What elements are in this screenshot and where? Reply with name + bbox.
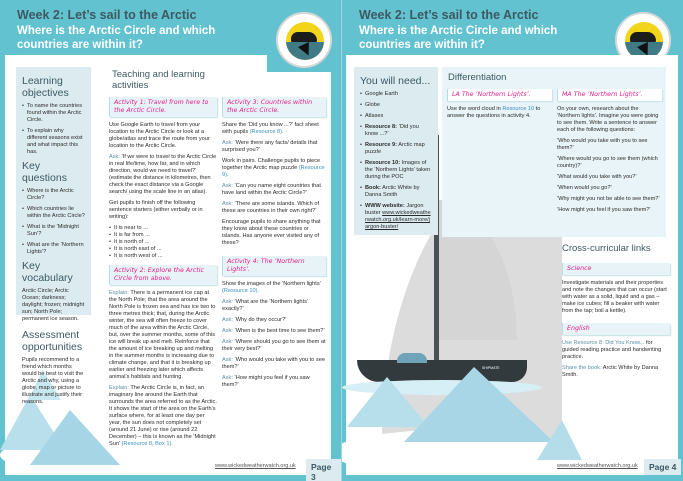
page-4 — [342, 0, 683, 481]
list-item: • It is north east of ... — [109, 246, 217, 253]
list-item: • WWW website: Jargon buster www.wickedweatherwatch.org.uk/learn-more/jargon-buster/ — [360, 203, 432, 231]
ask-paragraph — [222, 201, 326, 215]
ask-paragraph — [222, 299, 326, 313]
list-item: • Resource 10: Images of the ‘Northern Lights’ taken during the POC — [360, 160, 432, 181]
ask-text: ‘Can you name eight countries that have land within the Arctic Circle?’ — [222, 183, 321, 196]
ask-paragraph — [222, 328, 326, 335]
ask-text: ‘What are the ‘Northern lights’ exactly?’ — [222, 299, 308, 312]
activity-3-heading: Activity 3: Countries within the Arctic Circle. — [222, 97, 326, 117]
you-will-need-box — [354, 67, 438, 235]
question: ‘How might you feel if you saw them?’ — [557, 207, 651, 213]
list-item: • It is near to ... — [109, 225, 217, 232]
ask-paragraph — [222, 317, 326, 324]
ask-text: ‘When is the best time to see them?’ — [234, 328, 325, 334]
ask-label: Ask: — [222, 339, 233, 345]
ask-text: ‘Were there any facts/ details that surprised you?’ — [222, 140, 318, 153]
ask-text: ‘There are some islands. Which of these are countries in their own right?’ — [222, 201, 320, 214]
la-column — [447, 89, 552, 124]
paragraph: Use Resource 8: Did You Know... for guided reading practice and handwriting practice. — [562, 340, 662, 360]
resource-ref: (Resource 10). — [222, 288, 259, 294]
list-item: • Globe — [360, 102, 432, 109]
question: ‘Where would you go to see them (which country)?’ — [557, 156, 658, 169]
cross-curricular-title: Cross-curricular links — [562, 243, 651, 254]
paragraph: Share the book: Arctic White by Danna Smith. — [562, 365, 659, 378]
explain-label: Explain: — [109, 385, 129, 391]
list-item: • It is far from ... — [109, 232, 217, 239]
ask-paragraph — [222, 140, 326, 154]
list-item: • Atlases — [360, 113, 432, 120]
question: ‘What would you take with you?’ — [557, 174, 637, 180]
key-vocabulary-title: Key vocabulary — [22, 260, 73, 284]
text: Work in pairs. Challenge pupils to piece together the Arctic map puzzle — [222, 158, 321, 171]
differentiation-title: Differentiation — [448, 72, 507, 83]
list-item: • It is north west of ... — [109, 253, 217, 260]
differentiation-box — [442, 67, 666, 237]
ma-heading: MA The ‘Northern Lights’. — [557, 89, 662, 101]
text: Share the ‘Did you know ...?’ fact sheet with pupils — [222, 122, 319, 135]
explain-paragraph — [109, 290, 217, 381]
cross-curricular-column — [562, 263, 670, 383]
ask-label: Ask: — [222, 328, 233, 334]
paragraph: Get pupils to finish off the following sentence starters (either verbally or in writing): — [109, 200, 203, 220]
teaching-title: Teaching and learning activities — [112, 69, 205, 91]
list-item: • Where is the Arctic Circle? — [22, 188, 85, 202]
explain-paragraph — [109, 385, 217, 448]
list-item: • Which countries lie within the Arctic Circle? — [22, 206, 85, 220]
activity-4-heading: Activity 4: The ‘Northern Lights’. — [222, 256, 326, 276]
paragraph: On your own, research about the ‘Northern lights’. Imagine you were going to see them. Write a sentence to answer each of the following questions: — [557, 106, 659, 133]
jargon-buster-link[interactable]: www.wickedweatherwatch.org.uk/learn-more/jargon-buster/ — [365, 210, 431, 230]
assessment-title: Assessment opportunities — [22, 329, 83, 353]
list-item: • It is north of ... — [109, 239, 217, 246]
paragraph: Encourage pupils to share anything that they know about these countries or islands. Has anyone ever visited any of these? — [222, 219, 321, 246]
list-item: • What are the ‘Northern Lights’? — [22, 242, 85, 256]
key-questions-title: Key questions — [22, 160, 67, 184]
list-item: • Resource 9: Arctic map puzzle — [360, 142, 432, 156]
science-heading: Science — [562, 263, 670, 275]
week-title: Week 2: Let’s sail to the Arctic — [17, 8, 197, 22]
question: ‘Why might you not be able to see them?’ — [557, 196, 660, 202]
ask-text: ‘Who would you take with you to see them?’ — [222, 357, 325, 370]
page-3 — [0, 0, 341, 481]
list-item: • Resource 8: ‘Did you know ...?’ — [360, 124, 432, 138]
list-item: • Google Earth — [360, 91, 432, 98]
learning-objectives-title: Learning objectives — [22, 75, 69, 99]
la-heading: LA The ‘Northern Lights’. — [447, 89, 552, 101]
activity-column-2 — [222, 97, 326, 393]
activity-2-heading: Activity 2: Explore the Arctic Circle from above. — [109, 265, 217, 285]
ask-label: Ask: — [222, 357, 233, 363]
ask-label: Ask: — [222, 299, 233, 305]
assessment-text: Pupils recommend to a friend which months would be best to visit the Arctic and why, using a globe, map or picture to illustrate and justify their reasons. — [22, 357, 84, 405]
ask-paragraph — [222, 339, 326, 353]
ma-column — [557, 89, 662, 218]
ask-paragraph — [109, 154, 217, 196]
ask-text: ‘Why do they occur?’ — [234, 317, 287, 323]
ask-label: Ask: — [109, 154, 120, 160]
list-item: • To name the countries found within the Arctic Circle. — [22, 103, 85, 124]
lesson-question: Where is the Arctic Circle and which countries are within it? — [17, 25, 216, 51]
you-will-need-title: You will need... — [360, 75, 431, 87]
key-vocabulary-text: Arctic Circle; Arctic Ocean; darkness; daylight; frozen; midnight sun; North Pole; permanent ice season. — [22, 288, 85, 322]
resource-ref: (Resource 9). — [222, 165, 325, 178]
resource-ref: (Resource 8, Box 1). — [121, 441, 173, 447]
sentence-starters — [109, 225, 217, 260]
ask-label: Ask: — [222, 201, 233, 207]
paragraph — [222, 281, 326, 295]
paragraph — [222, 122, 326, 136]
paragraph: Use the word cloud in Resource 10 to answer the questions in activity 4. — [447, 106, 541, 119]
ask-paragraph — [222, 357, 326, 371]
paragraph — [222, 158, 326, 179]
ask-paragraph — [222, 375, 326, 389]
materials-list — [360, 91, 432, 231]
cabin — [397, 353, 427, 363]
footer-url-link[interactable]: www.wickedweatherwatch.org.uk — [557, 463, 638, 469]
explain-text: The Arctic Circle is, in fact, an imaginary line around the Earth that surrounds the area referred to as the Arctic. It shows the start of the area on the Earth’s surface where, for at least one day per year, the sun does not completely set (around 21 June) or rise (around 22 December) – this is known as the ‘Midnight Sun’ — [109, 385, 217, 447]
ask-label: Ask: — [222, 317, 233, 323]
polar-bear-logo-icon — [276, 12, 332, 68]
page-number: Page 4 — [644, 459, 681, 475]
week-title: Week 2: Let’s sail to the Arctic — [359, 8, 539, 22]
explain-text: There is a permanent ice cap at the North Pole; that the area around the North Pole is frozen sea and has ice two to three metres thick; that, during the Arctic winter, the sea will often freeze to cover much of the area within the Arctic Circle, but, over the summer months, some of this ice will break up and melt. Reinforce that the amount of ice breaking up and melting in the summer months is increasing due to climate change, and that it is breaking up earlier and freezing later which affects animal’s habitats and hunting. — [109, 290, 216, 380]
ask-label: Ask: — [222, 183, 233, 189]
learning-objectives-list — [22, 103, 85, 156]
question: ‘When would you go?’ — [557, 185, 612, 191]
activity-1-heading: Activity 1: Travel from here to the Arctic Circle. — [109, 97, 217, 117]
resource-ref: (Resource 8). — [249, 129, 284, 135]
page-number: Page 3 — [306, 459, 341, 481]
left-sidebar — [16, 67, 91, 405]
question: ‘Who would you take with you to see them?’ — [557, 138, 648, 151]
ask-text: ‘If we were to travel to the Arctic Circle in real life/time, how far, and in which direction, would we need to travel?’ (estimate the distance in kilometres, then check the exact distance via a Google search/ using the scale line in an atlas). — [109, 154, 217, 195]
key-questions-list — [22, 188, 85, 256]
list-item: • What is the ‘Midnight Sun’? — [22, 224, 85, 238]
paragraph: Investigate materials and their properties and note the changes that can occur (start with water as a solid, liquid and a gas – make ice cubes; fill a beaker with water from the tap; boil a kettle). — [562, 280, 667, 314]
ask-text: ‘How might you feel if you saw them?’ — [222, 375, 310, 388]
ask-text: ‘Where should you go to see them at their very best?’ — [222, 339, 326, 352]
explain-label: Explain: — [109, 290, 129, 296]
paragraph: Use Google Earth to travel from your location to the Arctic Circle or look at a globe/atlas and trace the route from your location to the Arctic Circle. — [109, 122, 210, 149]
list-item: • To explain why different seasons exist and what impact this has. — [22, 128, 85, 156]
boat-name: SHIPMATE — [482, 366, 500, 370]
footer-url-link[interactable]: www.wickedweatherwatch.org.uk — [215, 463, 296, 469]
text: Show the images of the ‘Northern lights’ — [222, 281, 321, 287]
ask-paragraph — [222, 183, 326, 197]
ask-label: Ask: — [222, 375, 233, 381]
activity-column-1 — [109, 97, 217, 452]
lesson-question: Where is the Arctic Circle and which countries are within it? — [359, 25, 558, 51]
list-item: • Book: Arctic White by Danna Smith — [360, 185, 432, 199]
english-heading: English — [562, 323, 670, 335]
ask-label: Ask: — [222, 140, 233, 146]
